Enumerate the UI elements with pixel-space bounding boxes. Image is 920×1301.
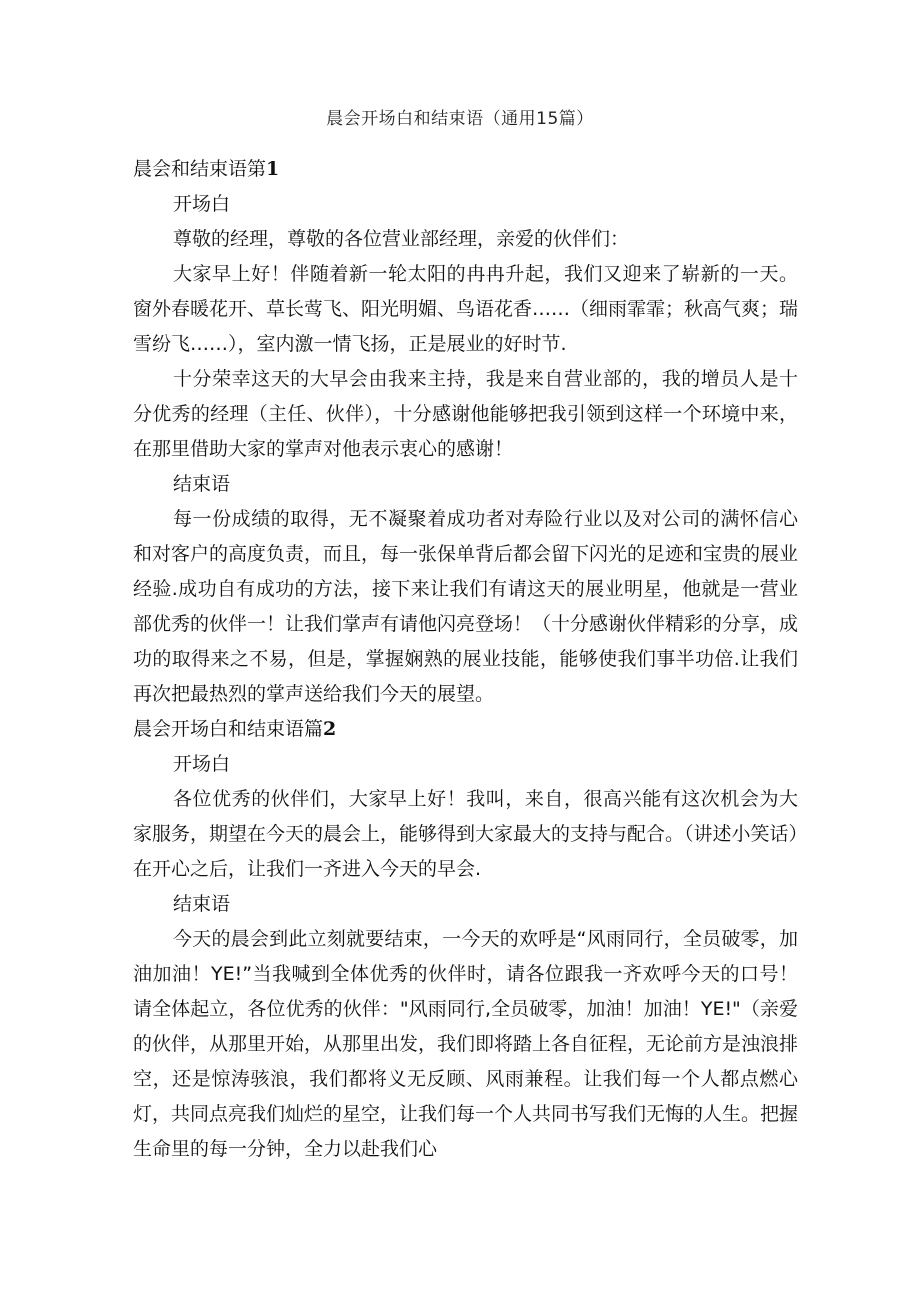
section-heading-number: 2: [323, 718, 337, 740]
section-heading-text: 晨会和结束语第: [133, 158, 267, 180]
section-heading-number: 1: [266, 158, 280, 180]
document-title: 晨会开场白和结束语（通用15篇）: [326, 109, 594, 129]
document-body: [133, 152, 798, 1167]
paragraph: 今天的晨会到此立刻就要结束，一今天的欢呼是“风雨同行，全员破零，加油加油！YE!”当我喊到全体优秀的伙伴时，请各位跟我一齐欢呼今天的口号！请全体起立，各位优秀的伙伴："风雨同行,全员破零，加油！加油！YE!"（亲爱的伙伴，从那里开始，从那里出发，我们即将踏上各自征程，无论前方是浊浪排空，还是惊涛骇浪，我们都将义无反顾、风雨兼程。让我们每一个人都点燃心灯，共同点亮我们灿烂的星空，让我们每一个人共同书写我们无悔的人生。把握生命里的每一分钟，全力以赴我们心: [133, 928, 799, 1160]
section-heading: [133, 152, 798, 187]
paragraph: 大家早上好！伴随着新一轮太阳的冉冉升起，我们又迎来了崭新的一天。窗外春暖花开、草长莺飞、阳光明媚、鸟语花香……（细雨霏霏；秋高气爽；瑞雪纷飞……），室内激一情飞扬，正是展业的好时节.: [133, 263, 799, 355]
paragraph: 尊敬的经理，尊敬的各位营业部经理，亲爱的伙伴们：: [173, 228, 630, 250]
section-2: [133, 712, 798, 1167]
opening-label: 开场白: [173, 753, 231, 775]
section-heading: [133, 712, 798, 747]
section-1: [133, 152, 798, 712]
closing-label: 结束语: [173, 473, 231, 495]
paragraph: 各位优秀的伙伴们，大家早上好！我叫，来自，很高兴能有这次机会为大家服务，期望在今天的晨会上，能够得到大家最大的支持与配合。（讲述小笑话）在开心之后，让我们一齐进入今天的早会.: [133, 788, 799, 880]
closing-label: 结束语: [173, 893, 231, 915]
paragraph: 每一份成绩的取得，无不凝聚着成功者对寿险行业以及对公司的满怀信心和对客户的高度负责，而且，每一张保单背后都会留下闪光的足迹和宝贵的展业经验.成功自有成功的方法，接下来让我们有请这天的展业明星，他就是一营业部优秀的伙伴一！让我们掌声有请他闪亮登场！（十分感谢伙伴精彩的分享，成功的取得来之不易，但是，掌握娴熟的展业技能，能够使我们事半功倍.让我们再次把最热烈的掌声送给我们今天的展望。: [133, 508, 799, 705]
opening-label: 开场白: [173, 193, 231, 215]
section-heading-text: 晨会开场白和结束语篇: [133, 718, 324, 740]
paragraph: 十分荣幸这天的大早会由我来主持，我是来自营业部的，我的增员人是十分优秀的经理（主任、伙伴），十分感谢他能够把我引领到这样一个环境中来，在那里借助大家的掌声对他表示衷心的感谢！: [133, 368, 798, 460]
